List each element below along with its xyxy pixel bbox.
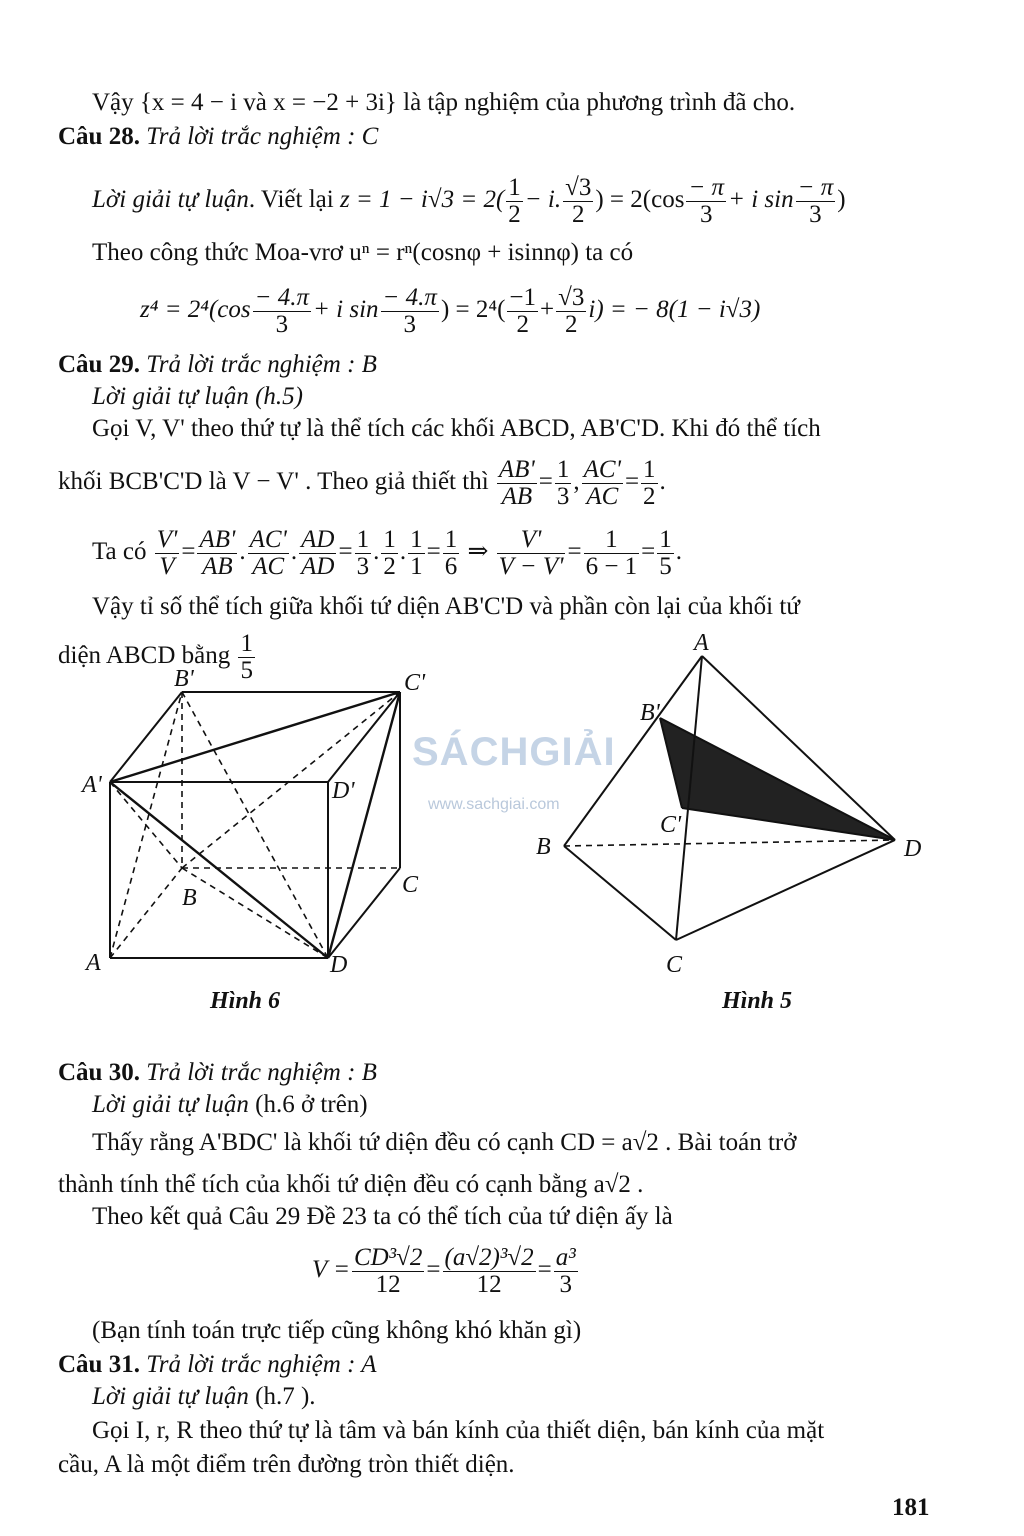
z4-lhs: z⁴ = 2⁴(cos [140,296,251,323]
conclusion-line: Vậy {x = 4 − i và x = −2 + 3i} là tập nghiệm của phương trình đã cho. [92,89,796,116]
fraction-asqrt-12: $\frac{\text{(a√2)³√2}}{12}$ [444,1243,534,1298]
fraction-sqrt3-2-b: $\frac{√3}{2}$ [558,283,585,338]
q31-solution-ref: (h.7 ). [255,1383,316,1410]
q29-line3: Ta có $\frac{V'}{V}$ = $\frac{AB'}{AB}$ . $\frac{AC'}{AC}$ . $\frac{AD}{AD}$ = $\frac{1}{3}$ . $\frac{1}{2}$ . $\frac{1}{1}$ = $\frac{1}{6}$ ⇒ $\frac{V'}{V - V'}$ = $\frac{1}{6 - 1}$ = $\frac{1}{5}$ . [92,525,683,580]
figure-5-tetrahedron [520,628,940,988]
watermark-url: www.sachgiai.com [428,796,560,813]
q29-heading [58,350,377,380]
fraction-1-3-b: $\frac{1}{3}$ [356,525,370,580]
fraction-neg1-2: $\frac{-1}{2}$ [509,283,537,338]
fig6-label-C1: C' [404,670,426,696]
implies-arrow: ⇒ [467,538,489,565]
q30-line2: thành tính thể tích của khối tứ diện đều có cạnh bằng a√2 . [58,1171,644,1198]
q29-answer: Trả lời trắc nghiệm : B [146,351,377,378]
close-paren: ) [837,186,846,213]
fraction-neg-pi-3-b: $\frac{- \pi}{3}$ [797,173,834,228]
q29-number: Câu 29. [58,351,140,378]
fraction-sqrt3-over-2: $\frac{√3}{2}$ [565,173,592,228]
q28-number: Câu 28. [58,123,140,150]
eq-24: ) = 2⁴( [440,296,506,323]
q31-solution-label: Lời giải tự luận [92,1383,249,1410]
q28-solution-text: . Viết lại [248,186,334,213]
q30-solution-label: Lời giải tự luận [92,1091,249,1118]
fig6-label-A: A [86,950,101,976]
fraction-neg4pi-3-b: $\frac{- 4.\pi}{3}$ [382,283,437,338]
fig6-label-B1: B' [174,666,194,692]
z-expression: z = 1 − i√3 = 2( [339,186,505,213]
plus-isin-2: + i sin [313,296,379,323]
q30-number: Câu 30. [58,1059,140,1086]
fraction-1-3: $\frac{1}{3}$ [556,455,570,510]
q31-number: Câu 31. [58,1351,140,1378]
figure-6-caption: Hình 6 [210,988,281,1014]
fraction-1-5-b: $\frac{1}{5}$ [240,629,253,684]
fig6-label-C: C [402,872,419,898]
q31-solution [92,1382,316,1412]
q30-solution-ref: (h.6 ở trên) [255,1091,368,1118]
q31-answer: Trả lời trắc nghiệm : A [146,1351,377,1378]
q30-line3: Theo kết quả Câu 29 Đề 23 ta có thể tích của tứ diện ấy là [92,1203,673,1230]
fig6-label-D: D [330,952,348,978]
fraction-half: $\frac{1}{2}$ [508,173,521,228]
fig6-label-D1: D' [332,778,355,804]
watermark-brand: SÁCHGIẢI [412,730,616,774]
fraction-1-1: $\frac{1}{1}$ [410,525,423,580]
plus-sign: + [540,296,555,323]
q31-heading [58,1350,376,1380]
z4-result: i) = − 8(1 − i√3) [588,296,761,323]
minus-i: − i. [524,186,562,213]
period: . [659,468,666,495]
fraction-1-5: $\frac{1}{5}$ [659,525,672,580]
moivre-line: Theo công thức Moa-vrơ uⁿ = rⁿ(cosnφ + isinnφ) ta có [92,239,634,266]
fig5-label-A: A [694,630,709,656]
fig6-label-A1: A' [82,772,102,798]
figure-5-caption: Hình 5 [722,988,793,1014]
fraction-a3-3: $\frac{\text{a³}}{3}$ [555,1243,576,1298]
eq-2cos: ) = 2(cos [595,186,685,213]
fraction-1-2: $\frac{1}{2}$ [643,455,656,510]
fraction-ab1-ab-2: $\frac{AB'}{AB}$ [199,525,236,580]
figure-6-cube [70,660,490,980]
q31-line2: cầu, A là một điểm trên đường tròn thiết diện. [58,1451,515,1478]
fraction-1-6: $\frac{1}{6}$ [444,525,458,580]
q30-answer: Trả lời trắc nghiệm : B [146,1059,377,1086]
q28-heading [58,122,378,152]
q29-line2: khối BCB'C'D là V − V' . Theo giả thiết thì $\frac{AB'}{AB}$ = $\frac{1}{3}$ , $\frac{AC'}{AC}$ = $\frac{1}{2}$ . [58,455,666,510]
q29-line5-text: diện ABCD bằng [58,642,231,669]
q28-solution-label: Lời giải tự luận [92,186,249,213]
page-number: 181 [892,1494,930,1521]
comma: , [573,468,580,495]
z4-formula [140,280,760,340]
fraction-cd3-12: $\frac{\text{CD³√2}}{12}$ [353,1243,423,1298]
fraction-ac1-ac-2: $\frac{AC'}{AC}$ [249,525,287,580]
fig5-label-C: C [666,952,683,978]
plus-isin: + i sin [728,186,794,213]
q30-line4: (Bạn tính toán trực tiếp cũng không khó khăn gì) [92,1317,582,1344]
ta-co: Ta có [92,538,147,565]
q29-line2-text: khối BCB'C'D là V − V' . Theo giả thiết thì [58,468,489,495]
fraction-ab1-ab: $\frac{AB'}{AB}$ [498,455,535,510]
fraction-1-2-b: $\frac{1}{2}$ [383,525,396,580]
q29-line4: Vậy tỉ số thể tích giữa khối tứ diện AB'C'D và phần còn lại của khối tứ [92,593,800,620]
q28-answer: Trả lời trắc nghiệm : C [146,123,379,150]
fig5-label-B: B [536,834,551,860]
fig5-label-D: D [904,836,922,862]
q31-line1: Gọi I, r, R theo thứ tự là tâm và bán kính của thiết diện, bán kính của mặt [92,1417,825,1444]
fraction-neg-pi-3: $\frac{- \pi}{3}$ [688,173,725,228]
fig5-label-C1: C' [660,812,682,838]
fraction-v1-vminus: $\frac{V'}{V - V'}$ [498,525,564,580]
q29-line1: Gọi V, V' theo thứ tự là thể tích các khối ABCD, AB'C'D. Khi đó thể tích [92,415,821,442]
fraction-ac1-ac: $\frac{AC'}{AC}$ [583,455,621,510]
q30-line1: Thấy rằng A'BDC' là khối tứ diện đều có cạnh CD = a√2 . Bài toán trở [92,1129,797,1156]
fig6-label-B: B [182,885,197,911]
volume-lhs: V = [312,1256,350,1283]
fraction-1-6minus1: $\frac{1}{6 - 1}$ [585,525,638,580]
q28-solution-line [92,170,846,230]
q30-heading [58,1058,377,1088]
volume-formula: V = $\frac{\text{CD³√2}}{12}$ = $\frac{\text{(a√2)³√2}}{12}$ = $\frac{\text{a³}}{3}$ [312,1243,576,1298]
q29-solution-label: Lời giải tự luận (h.5) [92,383,304,410]
fig5-label-B1: B' [640,700,660,726]
fraction-neg4pi-3: $\frac{- 4.\pi}{3}$ [254,283,310,338]
period-2: . [675,538,683,565]
fraction-v1-v: $\frac{V'}{V}$ [156,525,178,580]
fraction-ad-ad: $\frac{AD}{AD}$ [301,525,335,580]
q30-solution [92,1090,368,1120]
